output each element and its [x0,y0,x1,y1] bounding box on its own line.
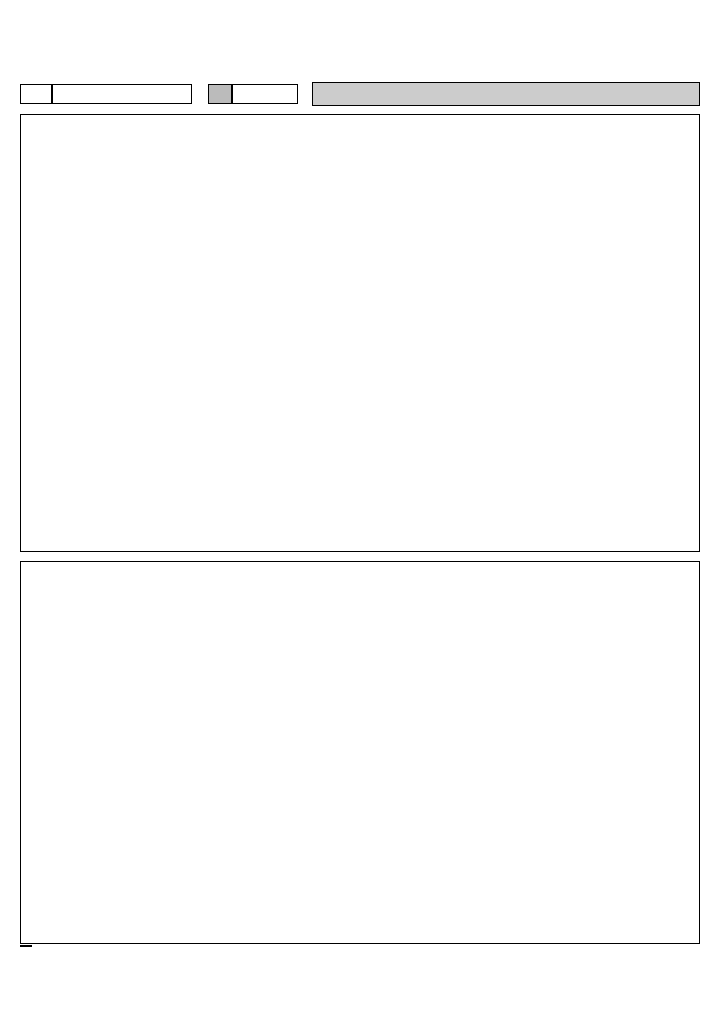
legend-individual [52,84,192,104]
legend-swatch-individual [20,84,52,104]
schedule-table-2 [20,561,700,944]
schedule-table-1 [20,114,700,552]
footer-fee-note [20,945,32,947]
legend-ku-jigyo [232,84,298,104]
infant-notice [312,82,700,106]
legend-swatch-ku [208,84,232,104]
